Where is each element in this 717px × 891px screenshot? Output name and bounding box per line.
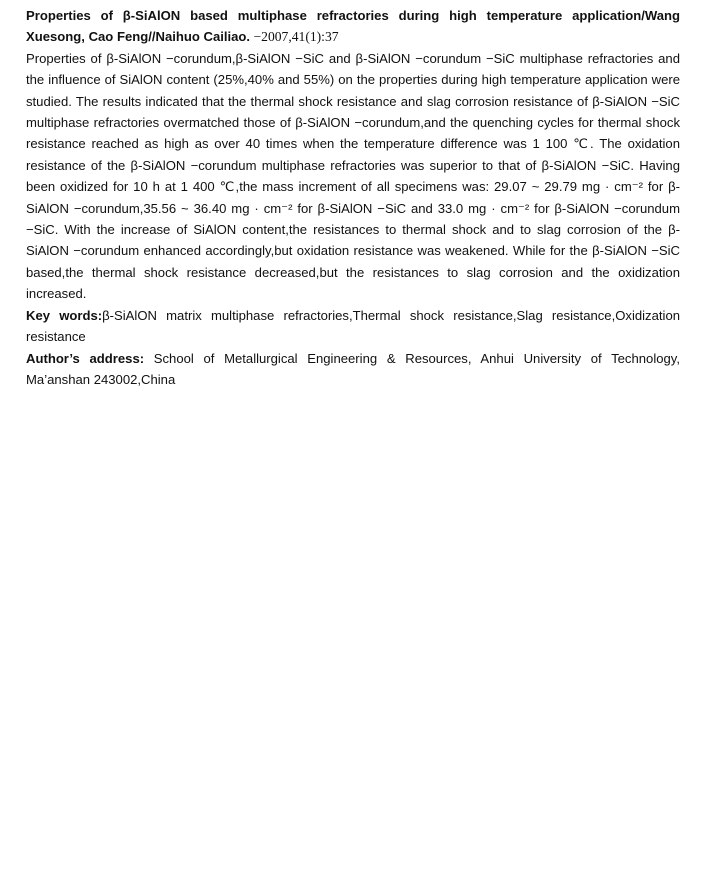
entry-title-text: Properties of β-SiAlON based multiphase refractories during high temperature application/Wang Xuesong, Cao Feng//Naihuo Cailiao. — [26, 8, 680, 45]
keywords-text: β-SiAlON matrix multiphase refractories,Thermal shock resistance,Slag resistance,Oxidization resistance — [26, 307, 681, 345]
entry-title — [26, 5, 680, 48]
author-address-label: Author’s address: — [26, 350, 145, 366]
keywords-line — [26, 305, 680, 348]
keywords-label: Key words: — [26, 307, 103, 323]
entry-citation: −2007,41(1):37 — [250, 29, 339, 45]
author-address-text: School of Metallurgical Engineering & Resources, Anhui University of Technology, Ma’anshan 243002,China — [26, 350, 681, 387]
abstract-body: Properties of β-SiAlON −corundum,β-SiAlON −SiC and β-SiAlON −corundum −SiC multiphase refractories and the influence of SiAlON content (25%,40% and 55%) on the properties during high temperature application were studied. The results indicated that the thermal shock resistance and slag corrosion resistance of β-SiAlON −SiC multiphase refractories overmatched those of β-SiAlON −corundum,and the quenching cycles for thermal shock resistance reached as high as over 40 times when the temperature difference was 1 100 ℃. The oxidation resistance of the β-SiAlON −corundum multiphase refractories was superior to that of β-SiAlON −SiC. Having been oxidized for 10 h at 1 400 ℃,the mass increment of all specimens was: 29.07 ~ 29.79 mg · cm⁻² for β-SiAlON −corundum,35.56 ~ 36.40 mg · cm⁻² for β-SiAlON −SiC and 33.0 mg · cm⁻² for β-SiAlON −corundum −SiC. With the increase of SiAlON content,the resistances to thermal shock and to slag corrosion of the β-SiAlON −corundum enhanced accordingly,but oxidation resistance was weakened. While for the β-SiAlON −SiC based,the thermal shock resistance decreased,but the resistances to slag corrosion and the oxidization increased. — [26, 50, 680, 302]
abstract-entry — [26, 5, 680, 390]
author-address-line — [26, 348, 680, 391]
